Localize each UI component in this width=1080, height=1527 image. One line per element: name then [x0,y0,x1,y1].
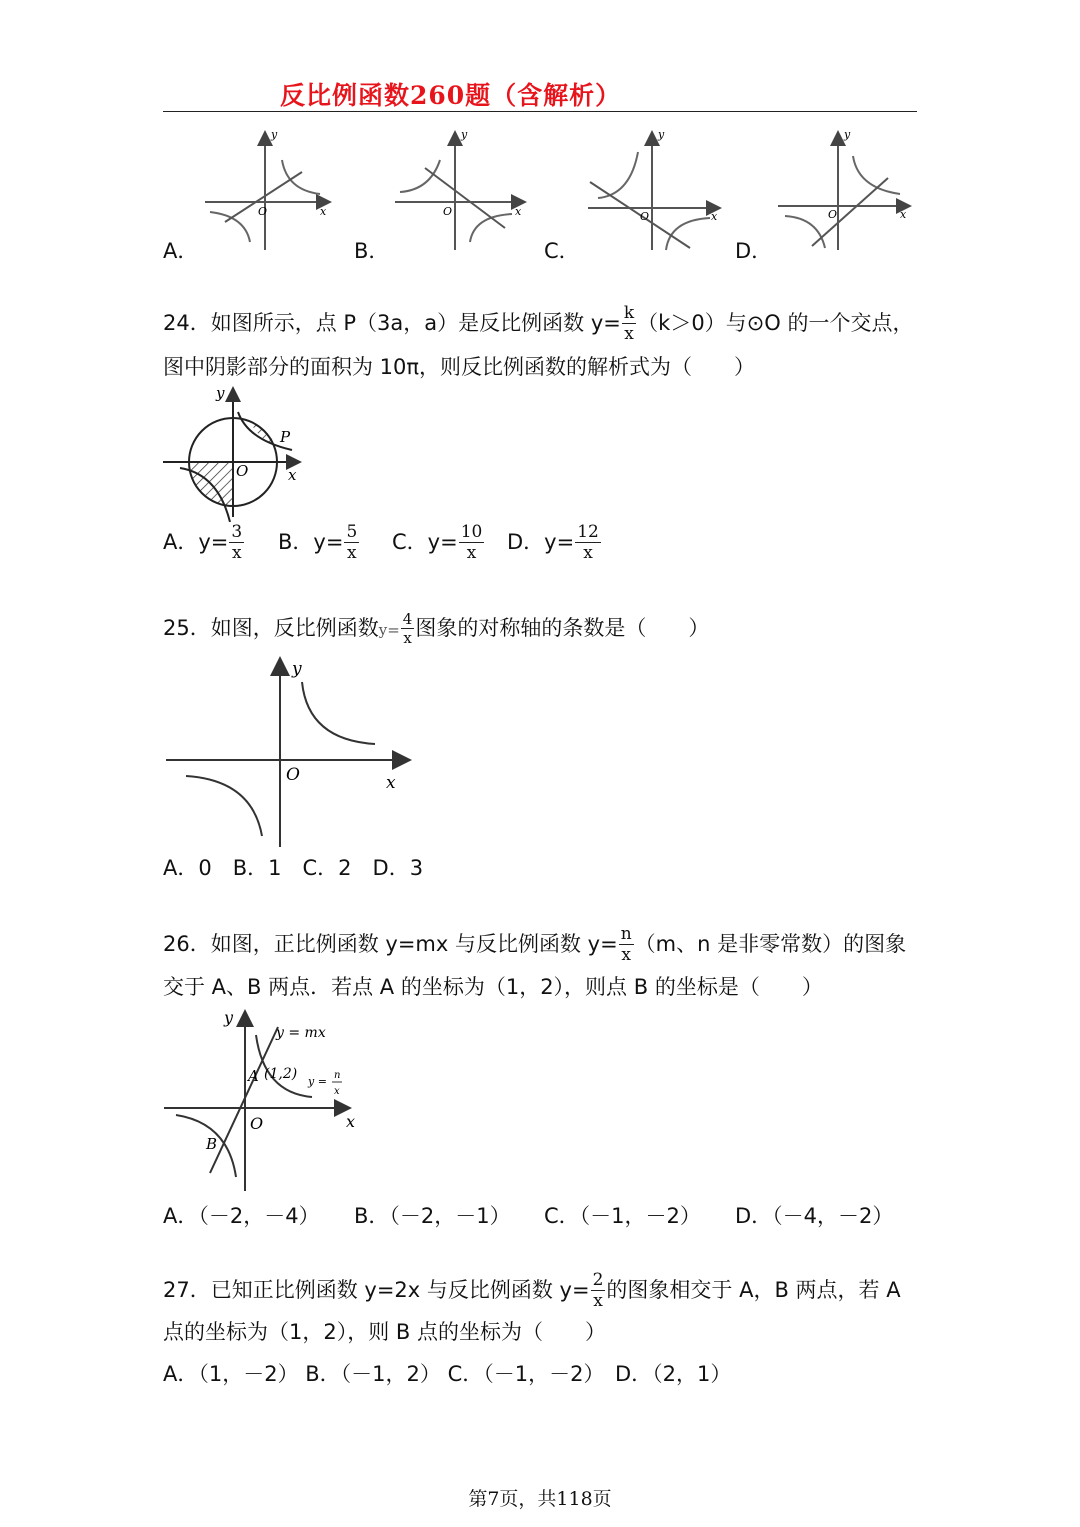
q24-stem-a: 24．如图所示，点 P（3a，a）是反比例函数 y= [163,311,621,335]
q25-fig-origin: O [286,765,300,785]
q23-a-origin: O [258,205,268,218]
q26-option-b[interactable]: B．（－2，－1） [354,1204,511,1228]
q25-options[interactable]: A．0 B．1 C．2 D．3 [163,856,424,880]
q26-stem-b: （m、n 是非零常数）的图象 [634,932,907,956]
q24-fig-y: y [216,384,225,402]
q24-fig-x: x [288,466,297,484]
q26-fig-a: A [248,1067,259,1085]
q23-option-c[interactable]: C． [544,239,580,263]
q26-stem-a: 26．如图，正比例函数 y=mx 与反比例函数 y= [163,932,618,956]
q27-stem-b: 的图象相交于 A，B 两点，若 A [606,1278,901,1302]
q24-option-c-num: 10 [460,522,483,542]
q24-option-b-label: B．y= [278,530,344,554]
q23-graph-c [588,128,720,250]
q26-figure [160,1005,370,1195]
q24-fig-p: P [280,428,291,446]
q25-stem [163,612,709,646]
header-divider [163,111,917,112]
q25-fig-x: x [386,773,396,793]
q27-frac-den: x [593,1291,603,1311]
q25-figure [160,652,420,852]
q24-figure [160,382,310,522]
q23-c-origin: O [640,210,650,223]
q24-option-b[interactable] [278,524,360,562]
q23-b-x: x [515,205,522,218]
q24-stem-line2: 图中阴影部分的面积为 10π，则反比例函数的解析式为（ ） [163,355,756,379]
q24-option-d-label: D．y= [507,530,575,554]
q24-option-a-num: 3 [231,522,243,542]
q25-frac-den: x [403,629,412,647]
page-number: 第7页，共118页 [468,1488,612,1510]
q26-fig-y: y [224,1008,234,1027]
q23-d-y: y [844,128,851,141]
q26-fig-a-coord: (1,2) [264,1066,298,1082]
q26-option-a[interactable]: A．（－2，－4） [163,1204,320,1228]
q23-option-a[interactable]: A． [163,239,199,263]
q27-stem-line1 [163,1272,901,1310]
q24-option-b-num: 5 [346,522,358,542]
q26-stem-line2: 交于 A、B 两点．若点 A 的坐标为（1，2），则点 B 的坐标是（ ） [163,975,823,999]
q23-a-x: x [320,205,327,218]
q24-frac-den: x [624,324,634,344]
q24-frac-num: k [623,303,635,323]
q27-options[interactable]: A．（1，－2） B．（－1，2） C．（－1，－2） D．（2，1） [163,1362,732,1386]
q23-graph-d [778,128,910,250]
q24-option-c[interactable] [392,524,485,562]
q23-c-y: y [658,128,665,141]
q25-stem-a: 25．如图，反比例函数 [163,616,379,640]
q24-fraction [622,305,636,343]
q26-fig-curve-prefix: y = [308,1075,327,1088]
q26-option-c[interactable]: C．（－1，－2） [544,1204,701,1228]
q23-d-x: x [900,208,907,221]
q25-frac-num: 4 [402,610,413,628]
q26-stem-line1 [163,926,906,964]
q24-fig-origin: O [236,462,249,480]
q25-stem-b: 图象的对称轴的条数是（ ） [415,616,710,640]
q23-graph-a [205,128,330,250]
q27-stem-line2: 点的坐标为（1，2），则 B 点的坐标为（ ） [163,1320,606,1344]
q24-stem-line1 [163,305,914,343]
q24-option-c-den: x [466,543,477,563]
q24-option-d-den: x [583,543,593,563]
q23-b-origin: O [443,205,453,218]
q25-func-prefix: y= [378,621,400,639]
q26-frac-num: n [620,924,632,944]
q24-stem-b: （k＞0）与⊙O 的一个交点， [637,311,914,335]
q24-option-d[interactable] [507,524,602,562]
q24-option-a-label: A．y= [163,530,229,554]
q25-fig-y: y [292,659,302,679]
q26-fig-curve-den: x [334,1086,340,1097]
q23-option-b[interactable]: B． [354,239,390,263]
q23-c-x: x [711,210,718,223]
q26-fig-x: x [346,1112,356,1131]
page-title: 反比例函数260题（含解析） [280,81,622,110]
q24-option-a[interactable] [163,524,245,562]
q23-d-origin: O [828,208,838,221]
q24-option-b-den: x [347,543,357,563]
q27-stem-a: 27．已知正比例函数 y=2x 与反比例函数 y= [163,1278,590,1302]
q23-a-y: y [271,128,278,141]
q24-option-d-num: 12 [577,522,599,542]
q26-fig-origin: O [250,1114,264,1133]
q26-option-d[interactable]: D．（－4，－2） [735,1204,894,1228]
q23-option-d[interactable]: D． [735,239,773,263]
q23-graphs [0,120,1080,260]
q26-frac-den: x [621,945,631,965]
q27-frac-num: 2 [592,1270,604,1290]
q23-b-y: y [461,128,468,141]
q24-option-a-den: x [232,543,242,563]
q24-option-c-label: C．y= [392,530,458,554]
q26-fig-line-label: y = mx [276,1025,326,1041]
q23-graph-b [395,128,525,250]
q26-fig-b: B [206,1135,218,1153]
q26-fig-curve-num: n [334,1070,341,1081]
